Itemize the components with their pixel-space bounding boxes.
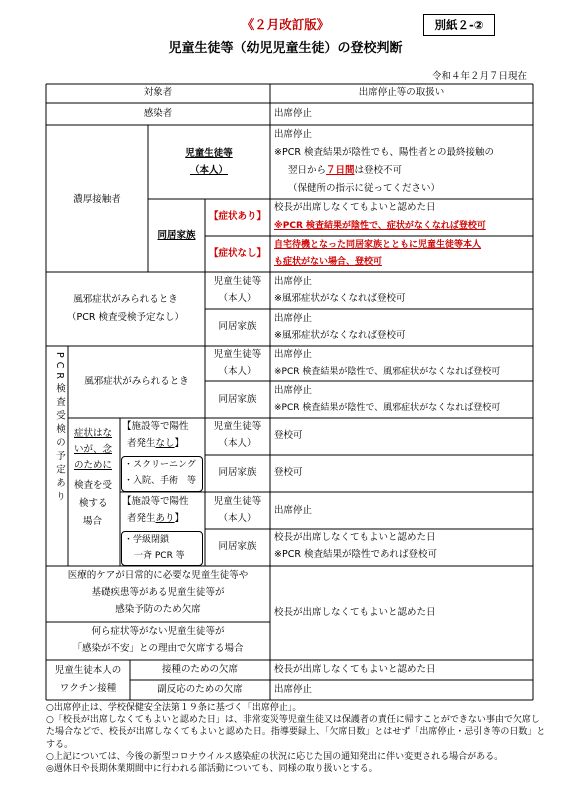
close-contact-label: 濃厚接触者 xyxy=(73,194,121,205)
cc-sym-line-2: ※PCR 検査結果が陰性で、症状がなくなれば登校可 xyxy=(274,221,486,231)
days-highlight: ７日間 xyxy=(326,165,355,176)
case1-line-4: ・入院、手術 等 xyxy=(124,476,197,486)
case1-family-value: 登校可 xyxy=(274,467,303,478)
vaccine-label-2: ワクチン接種 xyxy=(59,683,117,694)
pcr-planned-side-label: PCR検査受検の予定あり xyxy=(54,352,65,505)
note-1: ○出席停止は、学校保健安全法第１９条に基づく「出席停止」。 xyxy=(46,703,302,713)
cold-no-pcr-label-1: 風邪症状がみられるとき xyxy=(73,294,178,305)
cc-symptomatic-label: 【症状あり】 xyxy=(208,211,266,222)
cold-family-label: 同居家族 xyxy=(218,321,257,332)
revision-label: 《２月改訂版》 xyxy=(241,17,330,32)
side-reaction-value: 出席停止 xyxy=(274,684,313,695)
cc-sym-line-1: 校長が出席しなくてもよいと認めた日 xyxy=(274,202,436,213)
case2-student-label-2: （本人） xyxy=(218,513,257,524)
cold-family-value-1: 出席停止 xyxy=(274,313,313,324)
case1-student-label-1: 児童生徒等 xyxy=(213,421,262,432)
pcr-cold-student-value-2: ※PCR 検査結果が陰性で、風邪症状がなくなれば登校可 xyxy=(274,367,501,377)
vaccine-label-1: 児童生徒本人の xyxy=(54,665,122,676)
case1-line-2: 者発生なし】 xyxy=(127,438,185,449)
notes xyxy=(46,702,546,775)
pcr-cold-student-label-2: （本人） xyxy=(218,366,257,377)
vaccination-absence-value: 校長が出席しなくてもよいと認めた日 xyxy=(274,664,436,675)
case2-line-1: 【施設等で陽性 xyxy=(122,496,189,507)
note-2: ○「校長が出席しなくてもよいと認めた日」は、非常変災等児童生徒又は保護者の責任に帰すことができない事由で欠席した場合などで、校長が出席しなくてもよいと認めた日。指導要録上、「欠席日数」とはせず「出席停止・忌引き等の日数」とする。 xyxy=(46,715,546,750)
cc-family-label: 同居家族 xyxy=(157,230,196,241)
cold-student-value-1: 出席停止 xyxy=(274,276,313,287)
medical-line-2: 基礎疾患等がある児童生徒等が xyxy=(91,587,225,598)
cc-student-line-1: 出席停止 xyxy=(274,129,313,140)
medical-line-5: 「感染が不安」との理由で欠席する場合 xyxy=(72,643,244,654)
case2-student-label-1: 児童生徒等 xyxy=(213,496,262,507)
pcr-nosym-label-3: のために xyxy=(74,460,113,471)
cc-asym-line-2: も症状がない場合、登校可 xyxy=(274,257,383,267)
case1-student-value: 登校可 xyxy=(274,430,303,441)
document-date: 令和４年２月７日現在 xyxy=(431,71,527,82)
infected-label: 感染者 xyxy=(143,108,173,119)
case1-student-label-2: （本人） xyxy=(218,438,257,449)
case2-line-2: 者発生あり】 xyxy=(127,513,185,524)
pcr-cold-family-value-2: ※PCR 検査結果が陰性で、風邪症状がなくなれば登校可 xyxy=(274,403,501,413)
pcr-nosym-label-5: 検する xyxy=(79,498,108,509)
pcr-nosym-label-2: いが、念 xyxy=(74,444,113,455)
cc-student-label-1: 児童生徒等 xyxy=(185,148,233,159)
annex-label: 別紙２-② xyxy=(423,14,495,36)
cold-student-label-2: （本人） xyxy=(218,293,257,304)
case1-line-3: ・スクリーニング xyxy=(124,460,196,470)
medical-value: 校長が出席しなくてもよいと認めた日 xyxy=(274,607,436,618)
cc-student-line-4: （保健所の指示に従ってください） xyxy=(288,183,441,194)
pcr-cold-family-label: 同居家族 xyxy=(218,394,257,405)
medical-line-3: 感染予防のため欠席 xyxy=(115,604,201,615)
medical-line-4: 何ら症状等がない児童生徒等が xyxy=(91,626,225,637)
vaccination-absence-label: 接種のための欠席 xyxy=(161,664,238,675)
pcr-nosym-label-6: 場合 xyxy=(83,516,103,527)
cc-asym-line-1: 自宅待機となった同居家族とともに児童生徒等本人 xyxy=(274,240,482,250)
case2-line-4: 一斉 PCR 等 xyxy=(134,551,185,561)
pcr-cold-family-value-1: 出席停止 xyxy=(274,385,313,396)
cc-student-line-3: 翌日から７日間は登校不可 xyxy=(288,165,403,176)
cc-asymptomatic-label: 【症状なし】 xyxy=(208,248,266,259)
column-header-subject: 対象者 xyxy=(143,87,173,98)
case2-family-value-2: ※PCR 検査結果が陰性であれば登校可 xyxy=(274,549,437,560)
case2-line-3: ・学級閉鎖 xyxy=(124,535,170,545)
infected-value: 出席停止 xyxy=(274,108,313,119)
cc-student-line-2: ※PCR 検査結果が陰性でも、陽性者との最終接触の xyxy=(274,147,494,158)
case2-student-value: 出席停止 xyxy=(274,505,313,516)
cold-family-value-2: ※風邪症状がなくなれば登校可 xyxy=(274,330,406,341)
case2-family-value-1: 校長が出席しなくてもよいと認めた日 xyxy=(274,532,436,543)
column-header-handling: 出席停止等の取扱い xyxy=(358,87,445,98)
case2-family-label: 同居家族 xyxy=(218,541,257,552)
page-title: 児童生徒等（幼児児童生徒）の登校判断 xyxy=(168,41,403,56)
note-4: ◎週休日や長期休業期間中に行われる部活動についても、同様の取り扱いとする。 xyxy=(46,764,378,775)
cold-student-label-1: 児童生徒等 xyxy=(213,276,262,287)
pcr-cold-label: 風邪症状がみられるとき xyxy=(84,376,189,387)
pcr-cold-student-value-1: 出席停止 xyxy=(274,349,313,360)
note-3: ○上記については、今後の新型コロナウイルス感染症の状況に応じた国の通知発出に伴い変更される場合がある。 xyxy=(46,751,504,762)
medical-line-1: 医療的ケアが日常的に必要な児童生徒等や xyxy=(67,570,249,581)
cc-student-label-2: （本人） xyxy=(189,165,228,176)
cold-no-pcr-label-2: （PCR 検査受検予定なし） xyxy=(67,312,184,323)
case1-family-label: 同居家族 xyxy=(218,467,257,478)
pcr-nosym-label-4: 検査を受 xyxy=(74,480,113,491)
pcr-nosym-label-1: 症状はな xyxy=(74,428,113,439)
case1-line-1: 【施設等で陽性 xyxy=(122,421,189,432)
pcr-cold-student-label-1: 児童生徒等 xyxy=(213,349,262,360)
cold-student-value-2: ※風邪症状がなくなれば登校可 xyxy=(274,293,406,304)
side-reaction-label: 副反応のための欠席 xyxy=(157,684,243,695)
